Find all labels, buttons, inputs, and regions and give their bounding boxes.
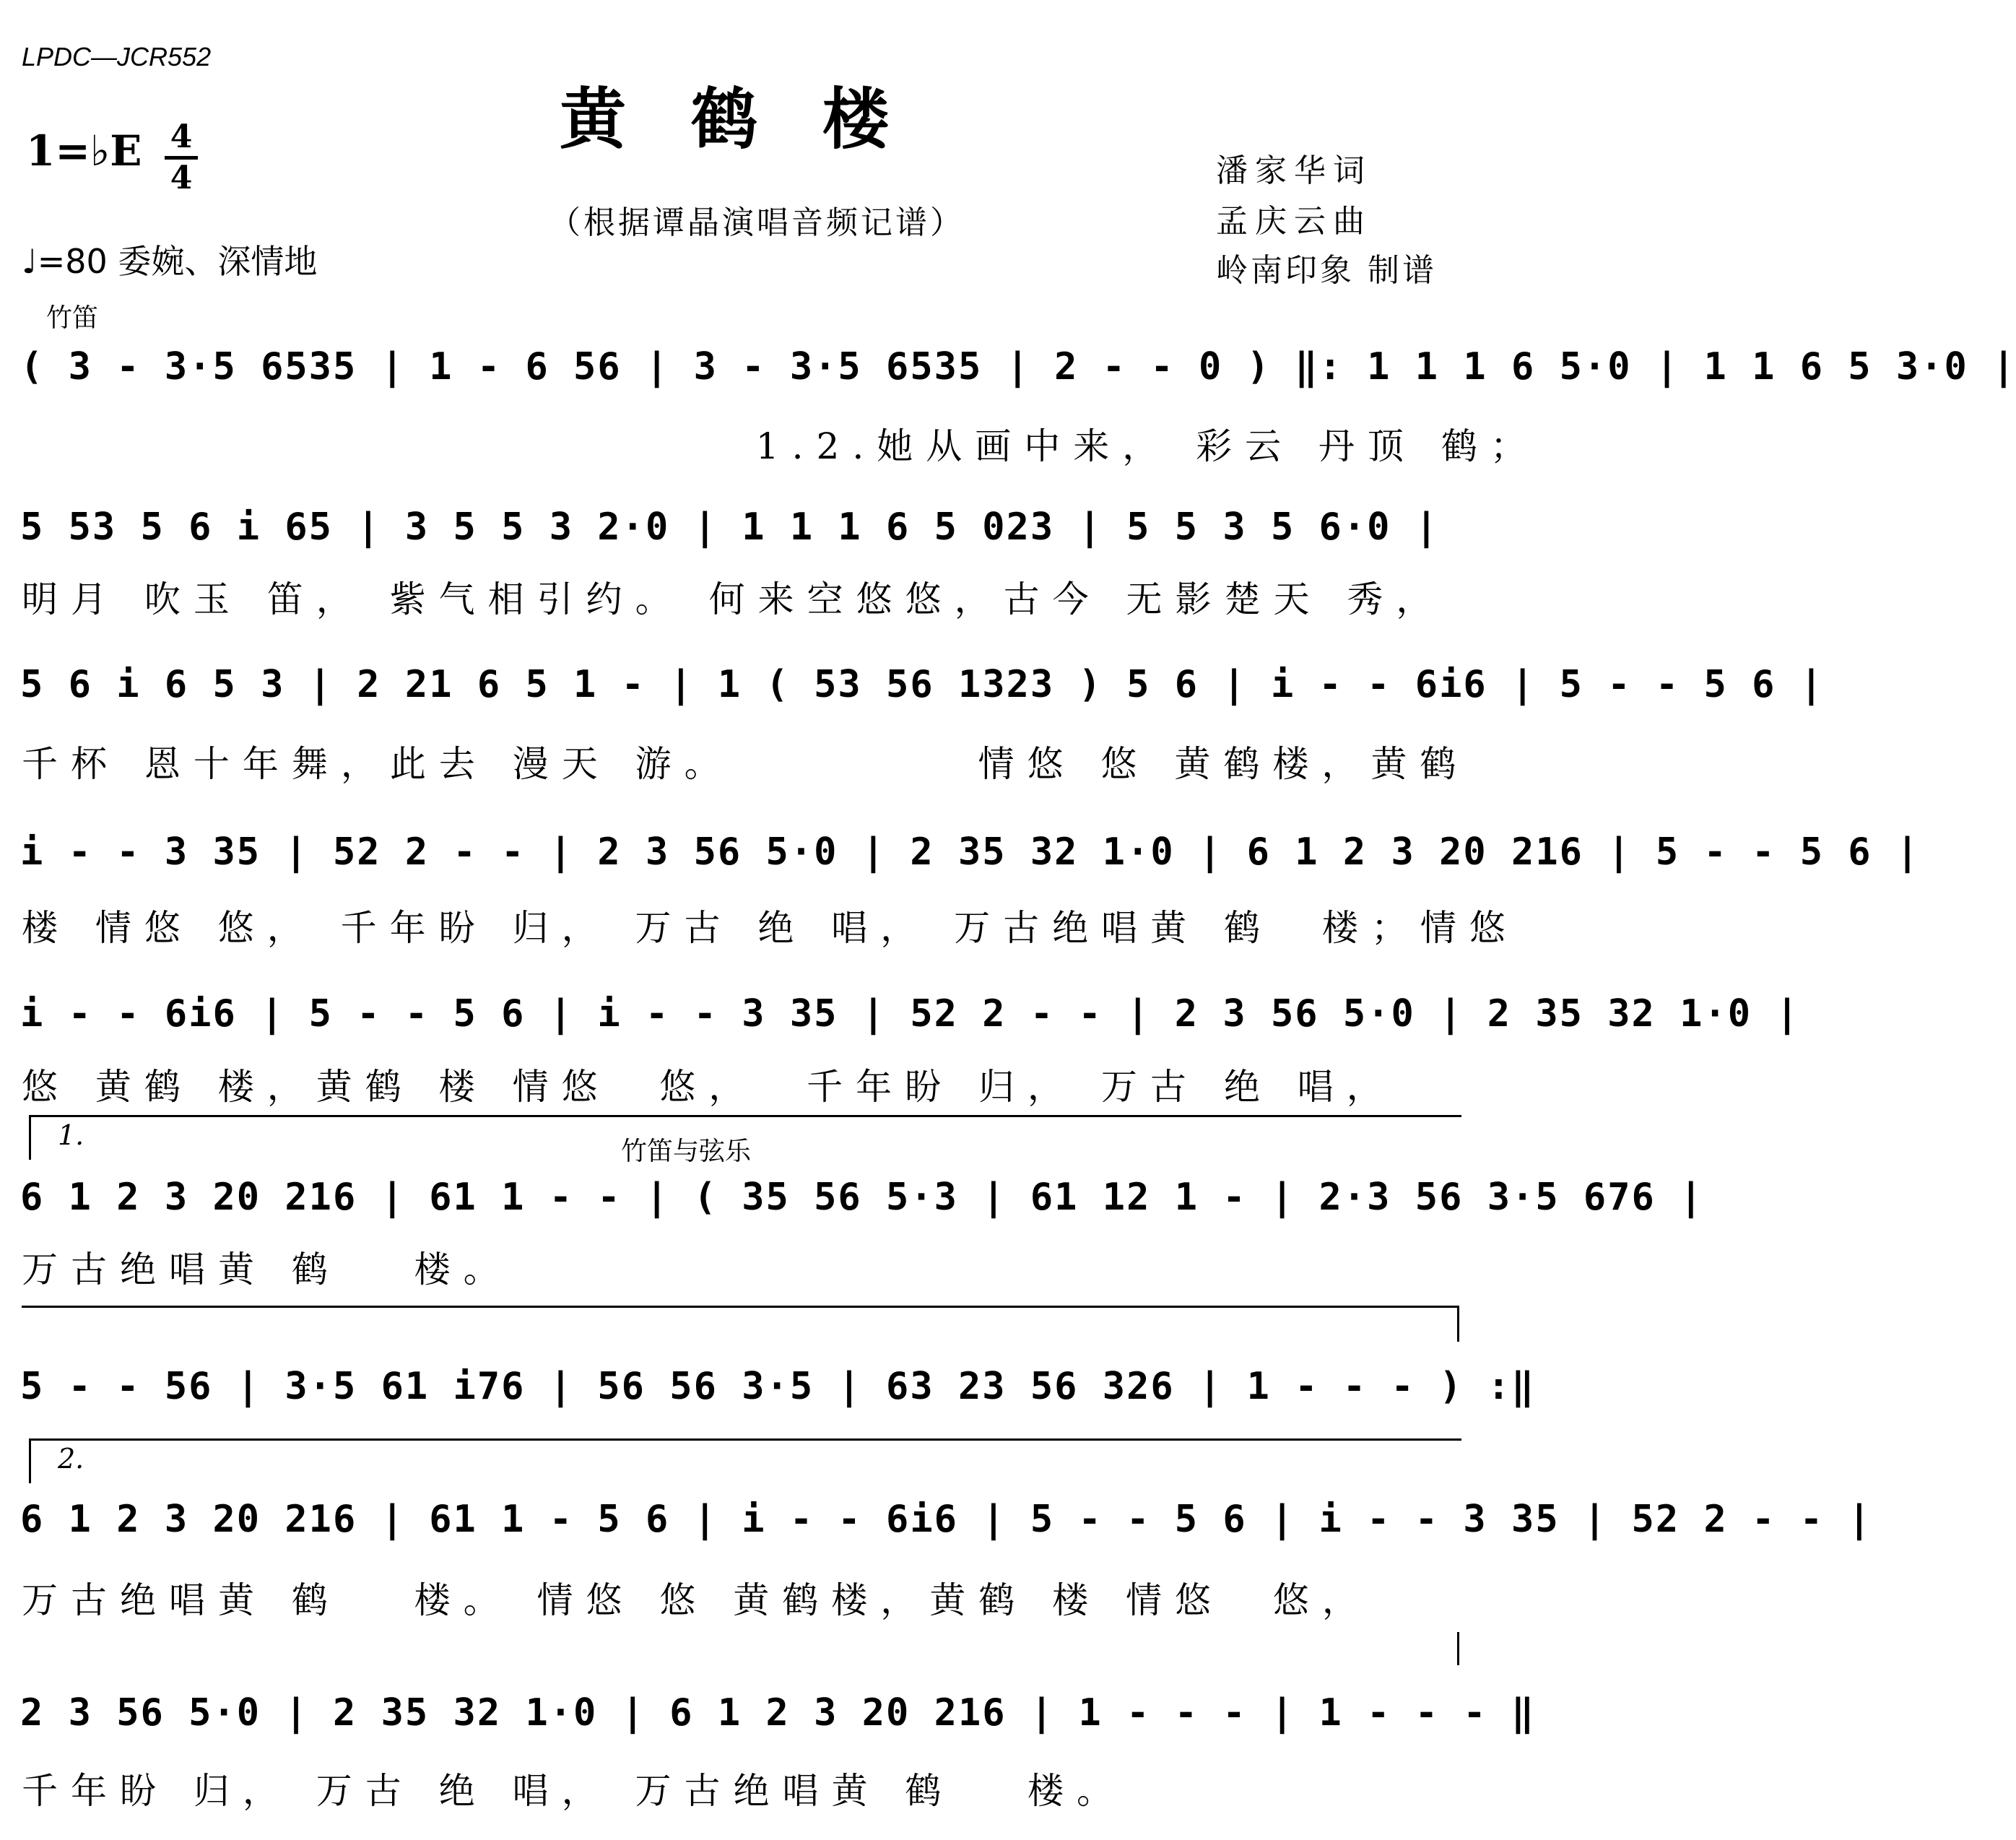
interlude-instrument: 竹笛与弦乐 xyxy=(621,1137,752,1166)
volta-2-bracket xyxy=(29,1438,1461,1441)
system-5-lyrics: 悠 黄鹤 楼，黄鹤 楼 情悠 悠， 千年盼 归， 万古 绝 唱， xyxy=(22,1066,1396,1108)
tempo-marking: ♩=80 委婉、深情地 xyxy=(22,242,318,281)
meter-top: 4 xyxy=(170,118,193,155)
system-9-lyrics: 千年盼 归， 万古 绝 唱， 万古绝唱黄 鹤 楼。 xyxy=(22,1770,1126,1812)
score-code: LPDC—JCR552 xyxy=(22,42,212,71)
system-6-notes: 6 1 2 3 20 216 | 61 1 - - | ( 35 56 5·3 | 61 12 1 - | 2·3 56 3·5 676 | xyxy=(20,1176,1704,1219)
system-8-lyrics: 万古绝唱黄 鹤 楼。 情悠 悠 黄鹤楼，黄鹤 楼 情悠 悠， xyxy=(22,1579,1371,1621)
system-9-notes: 2 3 56 5·0 | 2 35 32 1·0 | 6 1 2 3 20 216 | 1 - - - | 1 - - - ‖ xyxy=(20,1691,1536,1735)
lyricist: 潘家华词 xyxy=(1216,152,1372,189)
arranger: 岭南印象 制谱 xyxy=(1216,252,1437,289)
time-signature xyxy=(165,118,198,196)
system-4-lyrics: 楼 情悠 悠， 千年盼 归， 万古 绝 唱， 万古绝唱黄 鹤 楼；情悠 xyxy=(22,907,1518,949)
system-2-notes: 5 53 5 6 i 65 | 3 5 5 3 2·0 | 1 1 1 6 5 023 | 5 5 3 5 6·0 | xyxy=(20,505,1440,549)
volta-2-label: 2. xyxy=(58,1443,84,1475)
system-3-notes: 5 6 i 6 5 3 | 2 21 6 5 1 - | 1 ( 53 56 1323 ) 5 6 | i - - 6i6 | 5 - - 5 6 | xyxy=(20,663,1824,706)
system-2-lyrics: 明月 吹玉 笛， 紫气相引约。 何来空悠悠，古今 无影楚天 秀， xyxy=(22,578,1446,620)
system-1-notes: ( 3 - 3·5 6535 | 1 - 6 56 | 3 - 3·5 6535 | 2 - - 0 ) ‖: 1 1 1 6 5·0 | 1 1 6 5 3·0 | xyxy=(20,345,2016,389)
volta-1-bracket-start xyxy=(29,1115,31,1160)
system-7-notes: 5 - - 56 | 3·5 61 i76 | 56 56 3·5 | 63 23 56 326 | 1 - - - ) :‖ xyxy=(20,1365,1536,1408)
subtitle: （根据谭晶演唱音频记谱） xyxy=(549,204,965,241)
volta-1-bracket xyxy=(29,1115,1461,1117)
system-3-lyrics: 千杯 恩十年舞，此去 漫天 游。 情悠 悠 黄鹤楼，黄鹤 xyxy=(22,743,1469,785)
system-1-lyrics: 1.2.她从画中来， 彩云 丹顶 鹤； xyxy=(22,425,1539,467)
system-4-notes: i - - 3 35 | 52 2 - - | 2 3 56 5·0 | 2 35 32 1·0 | 6 1 2 3 20 216 | 5 - - 5 6 | xyxy=(20,830,1921,874)
meter-bottom: 4 xyxy=(170,160,193,196)
system-5-notes: i - - 6i6 | 5 - - 5 6 | i - - 3 35 | 52 2 - - | 2 3 56 5·0 | 2 35 32 1·0 | xyxy=(20,992,1800,1036)
composer: 孟庆云曲 xyxy=(1216,203,1372,240)
volta-1-bracket-end xyxy=(1457,1306,1459,1342)
volta-1-label: 1. xyxy=(58,1119,84,1151)
volta-2-bracket-end xyxy=(1457,1632,1459,1665)
intro-instrument: 竹笛 xyxy=(46,303,99,333)
system-8-notes: 6 1 2 3 20 216 | 61 1 - 5 6 | i - - 6i6 | 5 - - 5 6 | i - - 3 35 | 52 2 - - | xyxy=(20,1498,1872,1541)
volta-1-continuation xyxy=(22,1306,1459,1308)
volta-2-bracket-start xyxy=(29,1438,31,1483)
key-signature: 1=♭E xyxy=(26,126,142,175)
system-6-lyrics: 万古绝唱黄 鹤 楼。 xyxy=(22,1249,513,1290)
song-title: 黄鹤楼 xyxy=(559,80,954,158)
